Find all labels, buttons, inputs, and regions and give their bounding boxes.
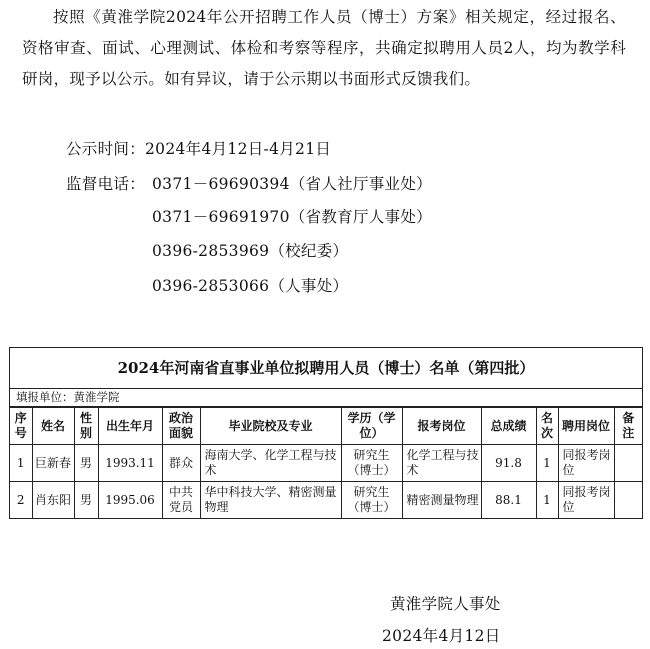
table-row bbox=[10, 445, 642, 482]
candidate-table bbox=[10, 407, 642, 518]
header-birth: 出生年月 bbox=[98, 408, 162, 445]
signature-date: 2024年4月12日 bbox=[382, 627, 501, 645]
publicity-period: 公示时间：2024年4月12日-4月21日 bbox=[66, 140, 332, 158]
cell-degree: 研究生（博士） bbox=[341, 445, 402, 482]
cell-school: 海南大学、化学工程与技术 bbox=[200, 445, 341, 482]
signature-org: 黄淮学院人事处 bbox=[390, 595, 501, 613]
cell-rank: 1 bbox=[536, 482, 558, 519]
phone-discipline-committee: 0396-2853969（校纪委） bbox=[152, 242, 349, 260]
header-degree: 学历（学位） bbox=[341, 408, 402, 445]
cell-score: 91.8 bbox=[481, 445, 536, 482]
phone-hr-office: 0396-2853066（人事处） bbox=[152, 277, 349, 295]
header-politics: 政治面貌 bbox=[162, 408, 200, 445]
phone-provincial-edu: 0371－69691970（省教育厅人事处） bbox=[152, 208, 432, 226]
cell-hire: 同报考岗位 bbox=[558, 482, 614, 519]
cell-birth: 1993.11 bbox=[98, 445, 162, 482]
table-header-row bbox=[10, 408, 642, 445]
candidate-list-table bbox=[9, 347, 643, 519]
cell-degree: 研究生（博士） bbox=[341, 482, 402, 519]
header-hire: 聘用岗位 bbox=[558, 408, 614, 445]
header-rank: 名次 bbox=[536, 408, 558, 445]
cell-politics: 中共党员 bbox=[162, 482, 200, 519]
cell-gender: 男 bbox=[74, 445, 98, 482]
table-title: 2024年河南省直事业单位拟聘用人员（博士）名单（第四批） bbox=[10, 348, 642, 389]
header-no: 序号 bbox=[10, 408, 32, 445]
cell-school: 华中科技大学、精密测量物理 bbox=[200, 482, 341, 519]
cell-score: 88.1 bbox=[481, 482, 536, 519]
cell-rank: 1 bbox=[536, 445, 558, 482]
header-gender: 性别 bbox=[74, 408, 98, 445]
table-row bbox=[10, 482, 642, 519]
cell-note bbox=[614, 445, 642, 482]
cell-hire: 同报考岗位 bbox=[558, 445, 614, 482]
cell-name: 肖东阳 bbox=[32, 482, 74, 519]
cell-name: 巨新春 bbox=[32, 445, 74, 482]
announcement-paragraph: 按照《黄淮学院2024年公开招聘工作人员（博士）方案》相关规定，经过报名、资格审查、面试、心理测试、体检和考察等程序，共确定拟聘用人员2人，均为教学科研岗，现予以公示。如有异议，请于公示期以书面形式反馈我们。 bbox=[22, 8, 626, 88]
cell-position: 精密测量物理 bbox=[402, 482, 481, 519]
cell-politics: 群众 bbox=[162, 445, 200, 482]
phone-provincial-hr: 0371－69690394（省人社厅事业处） bbox=[152, 175, 432, 193]
cell-no: 1 bbox=[10, 445, 32, 482]
cell-birth: 1995.06 bbox=[98, 482, 162, 519]
header-position: 报考岗位 bbox=[402, 408, 481, 445]
reporting-unit: 填报单位：黄淮学院 bbox=[10, 389, 642, 407]
header-name: 姓名 bbox=[32, 408, 74, 445]
header-school: 毕业院校及专业 bbox=[200, 408, 341, 445]
cell-position: 化学工程与技术 bbox=[402, 445, 481, 482]
header-note: 备注 bbox=[614, 408, 642, 445]
supervision-phone-label: 监督电话： bbox=[66, 175, 146, 193]
cell-gender: 男 bbox=[74, 482, 98, 519]
cell-note bbox=[614, 482, 642, 519]
header-score: 总成绩 bbox=[481, 408, 536, 445]
cell-no: 2 bbox=[10, 482, 32, 519]
